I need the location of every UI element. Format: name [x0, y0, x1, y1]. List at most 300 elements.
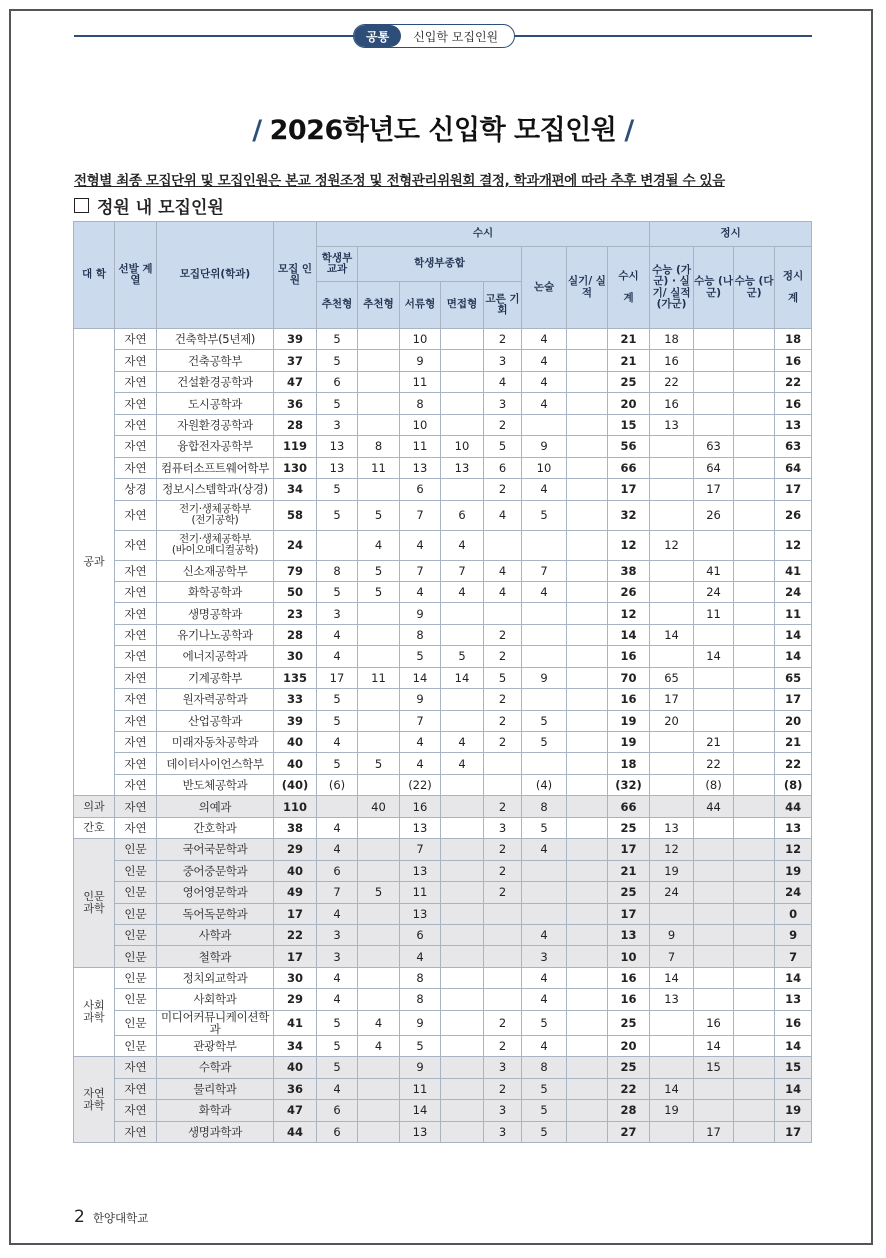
- susi-total-cell: 32: [608, 500, 650, 530]
- value-cell: 3: [484, 1121, 522, 1142]
- value-cell: [358, 1078, 400, 1099]
- value-cell: [650, 603, 694, 624]
- college-cell: 의과: [74, 796, 115, 817]
- value-cell: 13: [650, 817, 694, 838]
- value-cell: [694, 689, 734, 710]
- susi-total-cell: 25: [608, 817, 650, 838]
- value-cell: 4: [317, 989, 358, 1010]
- total-cell: 119: [274, 436, 317, 457]
- total-cell: 49: [274, 882, 317, 903]
- value-cell: 3: [484, 1057, 522, 1078]
- value-cell: [358, 603, 400, 624]
- value-cell: [441, 839, 484, 860]
- value-cell: [567, 436, 608, 457]
- unit-cell: 관광학부: [157, 1035, 274, 1056]
- value-cell: [567, 530, 608, 560]
- susi-total-cell: 15: [608, 414, 650, 435]
- value-cell: 10: [441, 436, 484, 457]
- value-cell: [441, 393, 484, 414]
- susi-total-cell: 27: [608, 1121, 650, 1142]
- value-cell: [734, 479, 775, 500]
- value-cell: 5: [400, 646, 441, 667]
- unit-cell: 전기·생체공학부 (전기공학): [157, 500, 274, 530]
- value-cell: [567, 989, 608, 1010]
- total-cell: 29: [274, 839, 317, 860]
- value-cell: [567, 603, 608, 624]
- value-cell: 8: [522, 1057, 567, 1078]
- value-cell: [650, 560, 694, 581]
- value-cell: [734, 817, 775, 838]
- value-cell: [441, 924, 484, 945]
- value-cell: [522, 903, 567, 924]
- susi-total-cell: 19: [608, 710, 650, 731]
- value-cell: 4: [358, 1010, 400, 1035]
- value-cell: 4: [317, 1078, 358, 1099]
- value-cell: 3: [484, 1100, 522, 1121]
- value-cell: 11: [400, 882, 441, 903]
- value-cell: 3: [317, 924, 358, 945]
- table-row: [74, 1010, 812, 1035]
- value-cell: [522, 603, 567, 624]
- col-header-rec2: 추천형: [358, 282, 400, 329]
- susi-total-cell: 26: [608, 581, 650, 602]
- table-row: [74, 774, 812, 795]
- value-cell: 14: [694, 1035, 734, 1056]
- track-cell: 인문: [115, 1035, 157, 1056]
- value-cell: 5: [317, 753, 358, 774]
- value-cell: 4: [522, 329, 567, 350]
- value-cell: 14: [650, 967, 694, 988]
- track-cell: 자연: [115, 1121, 157, 1142]
- unit-cell: 에너지공학과: [157, 646, 274, 667]
- value-cell: [567, 479, 608, 500]
- admission-table: [73, 221, 812, 1143]
- total-cell: 36: [274, 1078, 317, 1099]
- value-cell: [567, 414, 608, 435]
- value-cell: 6: [317, 1100, 358, 1121]
- value-cell: [441, 860, 484, 881]
- college-cell: 사회 과학: [74, 967, 115, 1056]
- jeongsi-total-cell: 12: [775, 530, 812, 560]
- value-cell: 5: [317, 393, 358, 414]
- value-cell: [358, 946, 400, 967]
- value-cell: [567, 860, 608, 881]
- col-header-susi-total: [608, 247, 650, 329]
- value-cell: [694, 393, 734, 414]
- value-cell: 11: [358, 457, 400, 478]
- col-header-equal-opportunity: 고른 기회: [484, 282, 522, 329]
- value-cell: 4: [317, 839, 358, 860]
- value-cell: 13: [317, 436, 358, 457]
- value-cell: [567, 624, 608, 645]
- value-cell: 5: [400, 1035, 441, 1056]
- value-cell: 5: [522, 1010, 567, 1035]
- table-row: [74, 882, 812, 903]
- table-row: [74, 457, 812, 478]
- jeongsi-total-cell: 44: [775, 796, 812, 817]
- unit-cell: 신소재공학부: [157, 560, 274, 581]
- value-cell: [522, 624, 567, 645]
- value-cell: 13: [400, 457, 441, 478]
- table-row: [74, 624, 812, 645]
- value-cell: 6: [317, 371, 358, 392]
- value-cell: 64: [694, 457, 734, 478]
- table-row: [74, 732, 812, 753]
- value-cell: 4: [441, 753, 484, 774]
- value-cell: [441, 624, 484, 645]
- unit-cell: 사회학과: [157, 989, 274, 1010]
- value-cell: 17: [650, 689, 694, 710]
- value-cell: [441, 774, 484, 795]
- value-cell: 5: [358, 882, 400, 903]
- value-cell: [567, 946, 608, 967]
- table-row: [74, 1100, 812, 1121]
- value-cell: [567, 646, 608, 667]
- value-cell: [650, 646, 694, 667]
- value-cell: 41: [694, 560, 734, 581]
- value-cell: [358, 989, 400, 1010]
- total-cell: (40): [274, 774, 317, 795]
- page-number: 2: [74, 1207, 85, 1227]
- value-cell: 4: [522, 1035, 567, 1056]
- value-cell: [734, 1121, 775, 1142]
- total-cell: 135: [274, 667, 317, 688]
- value-cell: 16: [650, 350, 694, 371]
- value-cell: [522, 414, 567, 435]
- value-cell: [441, 1010, 484, 1035]
- jeongsi-total-cell: 65: [775, 667, 812, 688]
- track-cell: 자연: [115, 667, 157, 688]
- total-cell: 41: [274, 1010, 317, 1035]
- unit-cell: 유기나노공학과: [157, 624, 274, 645]
- value-cell: [734, 393, 775, 414]
- susi-total-cell: 66: [608, 457, 650, 478]
- value-cell: [734, 436, 775, 457]
- value-cell: 4: [441, 581, 484, 602]
- value-cell: 3: [484, 350, 522, 371]
- value-cell: [694, 371, 734, 392]
- header-badge: [353, 24, 515, 48]
- value-cell: (4): [522, 774, 567, 795]
- value-cell: 26: [694, 500, 734, 530]
- jeongsi-total-cell: 14: [775, 1035, 812, 1056]
- university-name: 한양대학교: [92, 1211, 149, 1225]
- college-cell: 인문 과학: [74, 839, 115, 968]
- track-cell: 자연: [115, 457, 157, 478]
- table-row: [74, 500, 812, 530]
- table-row: [74, 989, 812, 1010]
- track-cell: 자연: [115, 350, 157, 371]
- value-cell: 4: [317, 967, 358, 988]
- unit-cell: 자원환경공학과: [157, 414, 274, 435]
- value-cell: [358, 1121, 400, 1142]
- susi-total-cell: 21: [608, 860, 650, 881]
- value-cell: 4: [522, 581, 567, 602]
- value-cell: [441, 329, 484, 350]
- track-cell: 인문: [115, 1010, 157, 1035]
- value-cell: [650, 1010, 694, 1035]
- value-cell: (8): [694, 774, 734, 795]
- value-cell: [734, 560, 775, 581]
- value-cell: 9: [400, 1010, 441, 1035]
- value-cell: 63: [694, 436, 734, 457]
- total-cell: 37: [274, 350, 317, 371]
- total-cell: 23: [274, 603, 317, 624]
- college-cell: 자연 과학: [74, 1057, 115, 1143]
- track-cell: 자연: [115, 560, 157, 581]
- table-row: [74, 350, 812, 371]
- value-cell: [694, 329, 734, 350]
- value-cell: 13: [650, 989, 694, 1010]
- value-cell: 14: [650, 1078, 694, 1099]
- table-row: [74, 371, 812, 392]
- unit-cell: 간호학과: [157, 817, 274, 838]
- value-cell: 8: [400, 624, 441, 645]
- susi-total-cell: 56: [608, 436, 650, 457]
- value-cell: [567, 560, 608, 581]
- susi-total-cell: 20: [608, 1035, 650, 1056]
- value-cell: [567, 393, 608, 414]
- jeongsi-total-cell: 64: [775, 457, 812, 478]
- value-cell: [567, 732, 608, 753]
- value-cell: [441, 603, 484, 624]
- table-row: [74, 817, 812, 838]
- track-cell: 인문: [115, 882, 157, 903]
- unit-cell: 융합전자공학부: [157, 436, 274, 457]
- total-cell: 44: [274, 1121, 317, 1142]
- value-cell: [567, 1057, 608, 1078]
- value-cell: 4: [522, 967, 567, 988]
- value-cell: [522, 689, 567, 710]
- value-cell: [567, 710, 608, 731]
- unit-cell: 미디어커뮤니케이션학과: [157, 1010, 274, 1035]
- unit-cell: 반도체공학과: [157, 774, 274, 795]
- table-row: [74, 530, 812, 560]
- total-cell: 38: [274, 817, 317, 838]
- unit-cell: 독어독문학과: [157, 903, 274, 924]
- value-cell: [694, 860, 734, 881]
- table-row: [74, 860, 812, 881]
- value-cell: 4: [400, 946, 441, 967]
- value-cell: [567, 882, 608, 903]
- value-cell: 2: [484, 732, 522, 753]
- value-cell: 8: [358, 436, 400, 457]
- value-cell: 9: [400, 350, 441, 371]
- value-cell: [522, 530, 567, 560]
- value-cell: 16: [694, 1010, 734, 1035]
- track-cell: 자연: [115, 817, 157, 838]
- total-cell: 33: [274, 689, 317, 710]
- col-header-jeongsi: 정시: [650, 222, 812, 247]
- value-cell: 7: [317, 882, 358, 903]
- value-cell: [650, 436, 694, 457]
- col-header-total: 모집 인원: [274, 222, 317, 329]
- value-cell: [734, 860, 775, 881]
- unit-cell: 물리학과: [157, 1078, 274, 1099]
- value-cell: [441, 817, 484, 838]
- value-cell: [734, 1010, 775, 1035]
- track-cell: 인문: [115, 946, 157, 967]
- value-cell: 5: [317, 500, 358, 530]
- value-cell: 11: [400, 371, 441, 392]
- table-row: [74, 796, 812, 817]
- value-cell: 6: [317, 1121, 358, 1142]
- susi-total-cell: 16: [608, 646, 650, 667]
- col-header-na: 수능 (나군): [694, 247, 734, 329]
- notice-text: 전형별 최종 모집단위 및 모집인원은 본교 정원조정 및 전형관리위원회 결정, 학과개편에 따라 추후 변경될 수 있음: [74, 173, 725, 189]
- value-cell: 13: [400, 903, 441, 924]
- value-cell: [358, 371, 400, 392]
- susi-total-cell: 12: [608, 603, 650, 624]
- jeongsi-total-cell: 21: [775, 732, 812, 753]
- value-cell: 2: [484, 1010, 522, 1035]
- value-cell: [734, 1035, 775, 1056]
- value-cell: [567, 329, 608, 350]
- value-cell: 4: [317, 732, 358, 753]
- value-cell: 7: [400, 500, 441, 530]
- unit-cell: 전기·생체공학부 (바이오메디컬공학): [157, 530, 274, 560]
- value-cell: [650, 479, 694, 500]
- susi-total-label: 수시: [618, 269, 639, 282]
- value-cell: 4: [484, 500, 522, 530]
- value-cell: 4: [441, 732, 484, 753]
- value-cell: [694, 1078, 734, 1099]
- value-cell: 4: [400, 530, 441, 560]
- table-row: [74, 1078, 812, 1099]
- jeongsi-total-cell: 26: [775, 500, 812, 530]
- susi-total-cell: 38: [608, 560, 650, 581]
- value-cell: [441, 1057, 484, 1078]
- value-cell: [694, 882, 734, 903]
- value-cell: 44: [694, 796, 734, 817]
- value-cell: 5: [317, 710, 358, 731]
- value-cell: [567, 1010, 608, 1035]
- value-cell: 5: [522, 1121, 567, 1142]
- value-cell: [441, 350, 484, 371]
- value-cell: 5: [358, 581, 400, 602]
- value-cell: [694, 946, 734, 967]
- value-cell: 9: [400, 689, 441, 710]
- value-cell: 5: [317, 329, 358, 350]
- value-cell: 3: [317, 946, 358, 967]
- unit-cell: 생명과학과: [157, 1121, 274, 1142]
- susi-total-cell: 17: [608, 903, 650, 924]
- value-cell: [567, 753, 608, 774]
- value-cell: [358, 479, 400, 500]
- value-cell: [441, 371, 484, 392]
- value-cell: [358, 414, 400, 435]
- jeongsi-total-cell: 17: [775, 1121, 812, 1142]
- value-cell: [734, 1078, 775, 1099]
- jeongsi-total-cell: 12: [775, 839, 812, 860]
- total-cell: 39: [274, 710, 317, 731]
- value-cell: [734, 350, 775, 371]
- value-cell: [358, 350, 400, 371]
- value-cell: 5: [358, 753, 400, 774]
- value-cell: [317, 530, 358, 560]
- col-header-essay: 논술: [522, 247, 567, 329]
- value-cell: 4: [522, 479, 567, 500]
- track-cell: 자연: [115, 1078, 157, 1099]
- track-cell: 자연: [115, 581, 157, 602]
- value-cell: 14: [694, 646, 734, 667]
- value-cell: [567, 967, 608, 988]
- total-cell: 47: [274, 1100, 317, 1121]
- value-cell: 4: [484, 560, 522, 581]
- value-cell: 5: [317, 479, 358, 500]
- value-cell: [567, 581, 608, 602]
- jeongsi-total-cell: 16: [775, 393, 812, 414]
- value-cell: [650, 753, 694, 774]
- table-row: [74, 414, 812, 435]
- section-title: 정원 내 모집인원: [97, 198, 224, 218]
- value-cell: [734, 753, 775, 774]
- value-cell: 8: [400, 393, 441, 414]
- value-cell: 5: [317, 689, 358, 710]
- total-cell: 58: [274, 500, 317, 530]
- value-cell: 19: [650, 1100, 694, 1121]
- page-footer: [74, 1207, 148, 1227]
- value-cell: [441, 903, 484, 924]
- unit-cell: 정치외교학과: [157, 967, 274, 988]
- value-cell: [358, 817, 400, 838]
- value-cell: 2: [484, 710, 522, 731]
- value-cell: 5: [317, 1010, 358, 1035]
- value-cell: 4: [317, 903, 358, 924]
- track-cell: 자연: [115, 414, 157, 435]
- value-cell: 3: [484, 817, 522, 838]
- value-cell: 4: [522, 350, 567, 371]
- value-cell: 19: [650, 860, 694, 881]
- value-cell: [734, 924, 775, 945]
- value-cell: [522, 882, 567, 903]
- table-row: [74, 667, 812, 688]
- susi-total-cell: 70: [608, 667, 650, 688]
- header-tag: 공통: [354, 25, 401, 47]
- value-cell: 4: [400, 753, 441, 774]
- value-cell: 7: [650, 946, 694, 967]
- jeongsi-total-cell: 14: [775, 624, 812, 645]
- value-cell: [650, 1035, 694, 1056]
- value-cell: [734, 500, 775, 530]
- col-header-college: 대 학: [74, 222, 115, 329]
- value-cell: [358, 329, 400, 350]
- table-row: [74, 581, 812, 602]
- value-cell: 6: [400, 924, 441, 945]
- value-cell: [734, 371, 775, 392]
- col-header-document: 서류형: [400, 282, 441, 329]
- track-cell: 인문: [115, 967, 157, 988]
- table-row: [74, 1121, 812, 1142]
- value-cell: [567, 1121, 608, 1142]
- value-cell: 7: [522, 560, 567, 581]
- jeongsi-total-cell: 13: [775, 817, 812, 838]
- value-cell: 3: [484, 393, 522, 414]
- value-cell: [650, 903, 694, 924]
- total-cell: 28: [274, 624, 317, 645]
- value-cell: [567, 903, 608, 924]
- total-cell: 40: [274, 732, 317, 753]
- value-cell: 7: [400, 839, 441, 860]
- total-cell: 22: [274, 924, 317, 945]
- value-cell: [358, 646, 400, 667]
- total-cell: 17: [274, 903, 317, 924]
- value-cell: 5: [317, 350, 358, 371]
- unit-cell: 영어영문학과: [157, 882, 274, 903]
- track-cell: 자연: [115, 1100, 157, 1121]
- track-cell: 인문: [115, 924, 157, 945]
- value-cell: 24: [650, 882, 694, 903]
